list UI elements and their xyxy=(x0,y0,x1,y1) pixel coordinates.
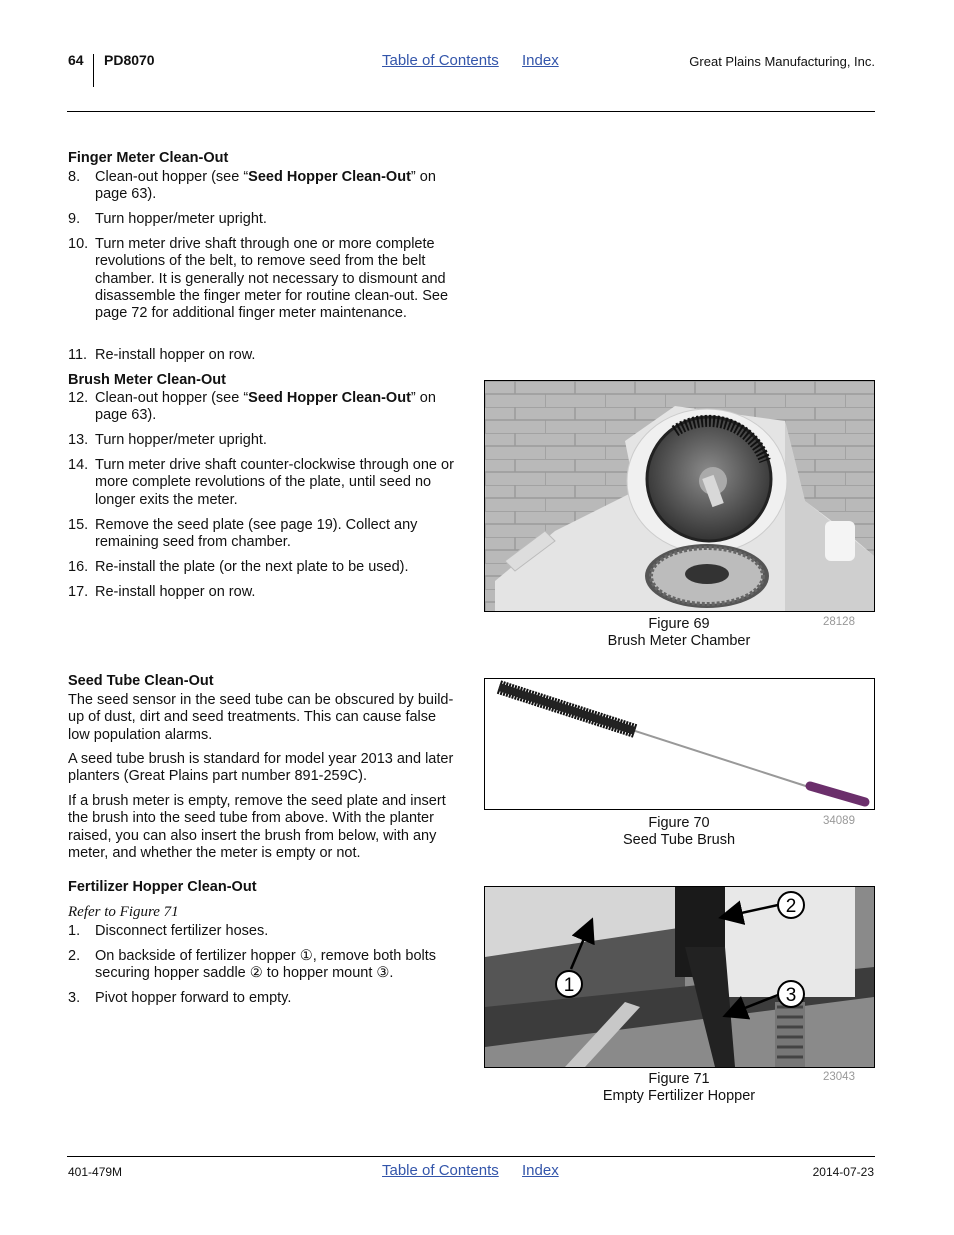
figure-70-id: 34089 xyxy=(823,815,855,827)
list-item: 11. Re-install hopper on row. xyxy=(68,347,256,363)
model-name: PD8070 xyxy=(104,52,155,68)
footer-index-link[interactable]: Index xyxy=(522,1162,559,1179)
callout-2: 2 xyxy=(785,896,797,917)
revision-date: 2014-07-23 xyxy=(812,1165,874,1179)
document-number: 401-479M xyxy=(68,1165,123,1179)
list-item: 3. Pivot hopper forward to empty. xyxy=(68,990,292,1006)
company-name: Great Plains Manufacturing, Inc. xyxy=(689,54,875,69)
figure-70-caption: Figure 70 Seed Tube Brush xyxy=(622,815,736,848)
list-item: 2. On backside of fertilizer hopper ①, remove both bolts securing hopper saddle ② to hopper mount ③. xyxy=(68,948,437,982)
callout-3: 3 xyxy=(785,985,797,1006)
paragraph: If a brush meter is empty, remove the seed plate and insert the brush into the seed tube from above. With the planter raised, you can also insert the brush from below, with any meter, and whether the meter is empty or not. xyxy=(68,793,446,861)
figure-71-caption: Figure 71 Empty Fertilizer Hopper xyxy=(602,1071,756,1104)
seed-tube-brush-image xyxy=(485,679,874,809)
figure-69-caption: Figure 69 Brush Meter Chamber xyxy=(607,616,751,649)
figure-71-photo xyxy=(484,886,875,1068)
callout-1: 1 xyxy=(563,975,575,996)
brush-meter-chamber-image xyxy=(485,381,874,611)
list-item: 13. Turn hopper/meter upright. xyxy=(68,432,267,448)
header-index-link[interactable]: Index xyxy=(522,52,559,69)
list-item: 17. Re-install hopper on row. xyxy=(68,584,256,600)
header-toc-link[interactable]: Table of Contents xyxy=(382,52,499,69)
page-number: 64 xyxy=(68,52,84,68)
footer-toc-link[interactable]: Table of Contents xyxy=(382,1162,499,1179)
figure-71-id: 23043 xyxy=(823,1071,855,1083)
empty-fertilizer-hopper-image xyxy=(485,887,874,1067)
list-item: 9. Turn hopper/meter upright. xyxy=(68,211,267,227)
list-item: 15. Remove the seed plate (see page 19). Collect any remaining seed from chamber. xyxy=(68,517,418,551)
figure-69-id: 28128 xyxy=(823,616,855,628)
paragraph: The seed sensor in the seed tube can be obscured by build-up of dust, dirt and seed treatments. This can cause false low population alarms. xyxy=(68,692,454,743)
list-item: 12. Clean-out hopper (see “Seed Hopper Clean-Out” on page 63). xyxy=(68,390,436,424)
footer-rule xyxy=(67,1156,875,1157)
finger-meter-heading: Finger Meter Clean-Out xyxy=(68,150,229,166)
figure-reference: Refer to Figure 71 xyxy=(68,904,179,920)
fertilizer-heading: Fertilizer Hopper Clean-Out xyxy=(68,879,257,895)
list-item: 10. Turn meter drive shaft through one or more complete revolutions of the belt, to remove seed from the belt chamber. It is generally not necessary to dismount and disassemble the finger meter for routine clean-out. See page 72 for additional finger meter maintenance. xyxy=(68,236,449,322)
list-item: 1. Disconnect fertilizer hoses. xyxy=(68,923,269,939)
header-divider xyxy=(93,54,94,87)
list-item: 14. Turn meter drive shaft counter-clockwise through one or more complete revolutions of the plate, until seed no longer exits the meter. xyxy=(68,457,454,508)
list-item: 16. Re-install the plate (or the next plate to be used). xyxy=(68,559,409,575)
seed-tube-heading: Seed Tube Clean-Out xyxy=(68,673,214,689)
brush-meter-heading: Brush Meter Clean-Out xyxy=(68,372,226,388)
list-item: 8. Clean-out hopper (see “Seed Hopper Clean-Out” on page 63). xyxy=(68,169,436,203)
figure-70-photo xyxy=(484,678,875,810)
header-rule xyxy=(67,111,875,112)
paragraph: A seed tube brush is standard for model year 2013 and later planters (Great Plains part number 891-259C). xyxy=(68,751,454,785)
figure-69-photo xyxy=(484,380,875,612)
